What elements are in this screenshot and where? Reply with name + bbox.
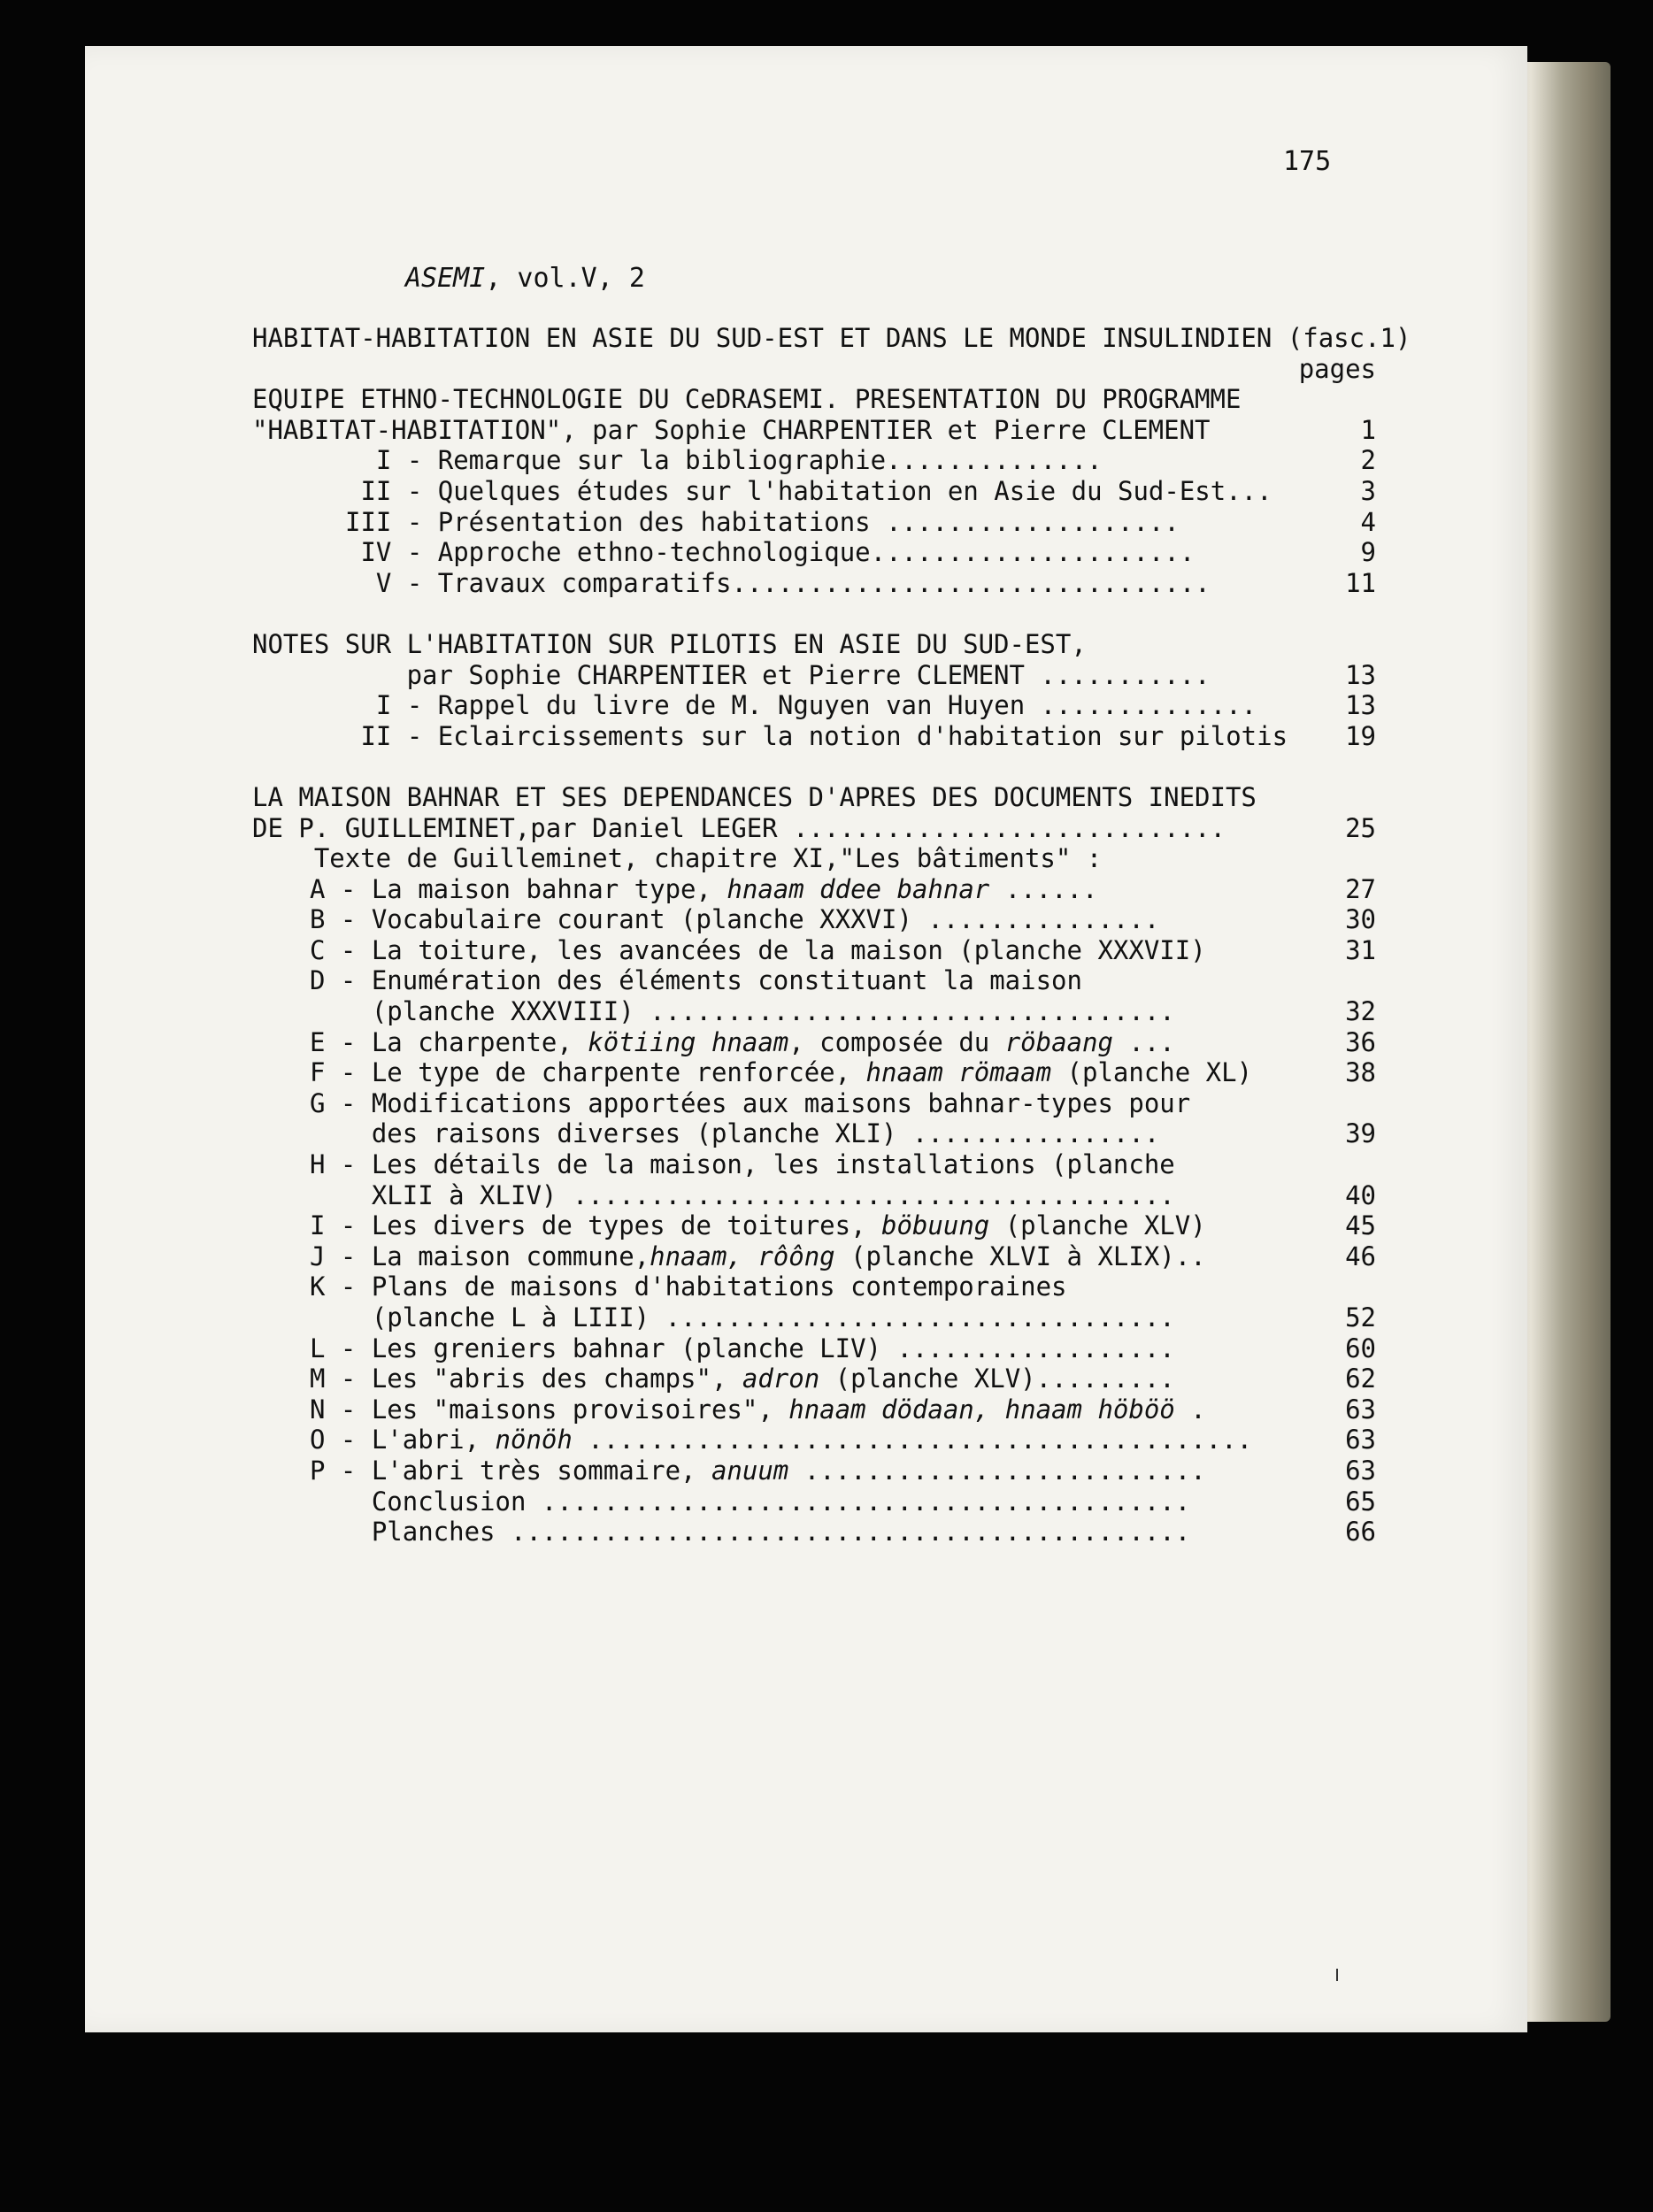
entry-label: A - (310, 873, 372, 904)
heading-text: DE P. GUILLEMINET,par Daniel LEGER ............................ (252, 812, 1226, 843)
entry-label (310, 1118, 372, 1148)
entry-title: . (1174, 1394, 1206, 1425)
entry-title: Travaux comparatifs............................... (437, 567, 1211, 598)
entry-title: (planche XLV)......... (819, 1363, 1175, 1394)
section-heading-line (252, 629, 1376, 660)
toc-entry (252, 1455, 1376, 1486)
vernacular-term: nönöh (495, 1425, 573, 1455)
entry-label: IV - (345, 537, 438, 568)
main-title: HABITAT-HABITATION EN ASIE DU SUD-EST ET DANS LE MONDE INSULINDIEN (fasc.1) (252, 323, 1411, 353)
pages-label: pages (1298, 353, 1376, 384)
section-heading-line (252, 384, 1376, 415)
toc-entry (252, 1271, 1376, 1302)
page-ref: 19 (1345, 720, 1376, 751)
page-ref: 11 (1345, 567, 1376, 598)
toc-entry (252, 1517, 1376, 1548)
toc-entry (252, 1394, 1376, 1425)
entry-title: Quelques études sur l'habitation en Asie du Sud-Est... (437, 475, 1272, 506)
toc-entry (252, 965, 1376, 996)
toc-entry (252, 537, 1376, 568)
page-ref: 4 (1360, 506, 1376, 537)
entry-title: La charpente, (371, 1026, 588, 1057)
entry-text (345, 568, 1323, 599)
entry-label: O - (310, 1425, 372, 1455)
page-ref: 13 (1345, 659, 1376, 690)
entry-label (310, 1180, 372, 1210)
entry-title: La toiture, les avancées de la maison (planche XXXVII) (371, 934, 1206, 965)
entry-title: Vocabulaire courant (planche XXXVI) ............... (371, 904, 1160, 935)
table-of-contents (252, 323, 1411, 1548)
entry-text (310, 1210, 1323, 1241)
vernacular-term: kötiing hnaam (588, 1026, 789, 1057)
heading-text: Texte de Guilleminet, chapitre XI,"Les bâtiments" : (252, 843, 1103, 874)
entry-text (310, 1241, 1323, 1272)
pencil-mark (1336, 1969, 1338, 1981)
journal-name: ASEMI (405, 263, 486, 294)
entry-title: Les "abris des champs", (371, 1363, 742, 1394)
entry-label: D - (310, 965, 372, 996)
section-heading-line (252, 782, 1376, 813)
section-gap (252, 751, 1376, 782)
page-ref: 63 (1345, 1425, 1376, 1455)
toc-entry (252, 1302, 1376, 1333)
entry-text (310, 1394, 1323, 1425)
entry-title: des raisons diverses (planche XLI) ................ (371, 1118, 1160, 1149)
section-heading-line (252, 813, 1376, 844)
toc-entry (252, 1333, 1376, 1364)
entry-title: Enumération des éléments constituant la maison (371, 965, 1082, 996)
page-ref: 25 (1345, 812, 1376, 843)
page-ref: 13 (1345, 690, 1376, 721)
entry-text (345, 507, 1323, 538)
page-ref: 31 (1345, 934, 1376, 965)
toc-entry (252, 1027, 1376, 1058)
entry-text (345, 476, 1323, 507)
entry-title: .......................... (788, 1455, 1206, 1486)
toc-entry (252, 935, 1376, 966)
entry-label: K - (310, 1271, 372, 1302)
toc-entry (252, 721, 1376, 752)
toc-entry (252, 1118, 1376, 1149)
toc-entry (252, 445, 1376, 476)
section-heading-line (252, 415, 1376, 446)
page-number: 175 (1283, 146, 1332, 177)
vernacular-term: böbuung (881, 1210, 990, 1241)
entry-label: E - (310, 1026, 372, 1057)
entry-label: L - (310, 1333, 372, 1363)
entry-title: (planche XXXVIII) .................................. (371, 996, 1175, 1027)
entry-title: Approche ethno-technologique..................... (437, 537, 1196, 568)
entry-label (310, 1486, 372, 1517)
entry-label (310, 1517, 372, 1547)
vernacular-term: hnaam römaam (865, 1057, 1052, 1088)
entry-text (310, 1057, 1323, 1088)
entry-label: P - (310, 1455, 372, 1486)
page-ref: 36 (1345, 1026, 1376, 1057)
page-ref: 3 (1360, 475, 1376, 506)
page-ref: 9 (1360, 537, 1376, 568)
page-ref: 32 (1345, 996, 1376, 1027)
entry-title: La maison bahnar type, (371, 873, 727, 904)
heading-text: EQUIPE ETHNO-TECHNOLOGIE DU CeDRASEMI. PRESENTATION DU PROGRAMME (252, 384, 1242, 415)
entry-text (310, 965, 1323, 996)
entry-title: L'abri, (371, 1425, 496, 1455)
toc-entry (252, 1088, 1376, 1119)
entry-text (310, 904, 1323, 935)
vernacular-term: hnaam ddee bahnar (727, 873, 990, 904)
entry-title: Rappel du livre de M. Nguyen van Huyen .............. (437, 690, 1257, 721)
entry-text (310, 1517, 1323, 1548)
page-ref: 40 (1345, 1179, 1376, 1210)
vernacular-term: hnaam, rôông (650, 1240, 835, 1271)
entry-title: La maison commune, (371, 1240, 650, 1271)
entry-title: Modifications apportées aux maisons bahnar-types pour (371, 1087, 1191, 1118)
toc-entry (252, 476, 1376, 507)
page-ref: 63 (1345, 1394, 1376, 1425)
entry-label: M - (310, 1363, 372, 1394)
page-ref: 66 (1345, 1517, 1376, 1548)
entry-label: III - (345, 506, 438, 537)
page-ref: 1 (1360, 414, 1376, 445)
toc-entry (252, 1149, 1376, 1180)
toc-entry (252, 996, 1376, 1027)
toc-entry (252, 904, 1376, 935)
page-ref: 62 (1345, 1363, 1376, 1394)
entry-title: Le type de charpente renforcée, (371, 1057, 866, 1088)
entry-text (310, 1180, 1323, 1211)
entry-text (345, 445, 1323, 476)
entry-title: , composée du (788, 1026, 1005, 1057)
entry-title: Eclaircissements sur la notion d'habitation sur pilotis (437, 720, 1288, 751)
page-ref: 38 (1345, 1057, 1376, 1088)
heading-text: "HABITAT-HABITATION", par Sophie CHARPENTIER et Pierre CLEMENT (252, 414, 1211, 445)
toc-entry (252, 507, 1376, 538)
page-ref: 60 (1345, 1333, 1376, 1363)
page-ref: 2 (1360, 445, 1376, 476)
toc-entry (252, 1486, 1376, 1517)
entry-text (310, 1486, 1323, 1517)
entry-title: ... (1112, 1026, 1175, 1057)
page-ref: 30 (1345, 904, 1376, 935)
entry-title: Conclusion .......................................... (371, 1486, 1191, 1517)
vernacular-term: adron (742, 1363, 820, 1394)
toc-entry (252, 1425, 1376, 1455)
entry-title: L'abri très sommaire, (371, 1455, 711, 1486)
journal-volume: , vol.V, 2 (485, 263, 645, 294)
pages-header-row (252, 354, 1376, 385)
entry-label: J - (310, 1240, 372, 1271)
entry-text (310, 1425, 1323, 1455)
toc-entry (252, 1210, 1376, 1241)
page-ref: 39 (1345, 1118, 1376, 1149)
entry-label (310, 1302, 372, 1333)
toc-entry (252, 1241, 1376, 1272)
page-ref: 52 (1345, 1302, 1376, 1333)
entry-label: II - (345, 475, 438, 506)
page-ref: 27 (1345, 873, 1376, 904)
entry-label: I - (310, 1210, 372, 1241)
entry-title: (planche XL) (1051, 1057, 1253, 1088)
entry-text (310, 1333, 1323, 1364)
toc-entry (252, 1363, 1376, 1394)
heading-text: NOTES SUR L'HABITATION SUR PILOTIS EN ASIE DU SUD-EST, (252, 628, 1087, 659)
entry-label: B - (310, 904, 372, 935)
page-ref: 63 (1345, 1455, 1376, 1486)
entry-title: (planche XLV) (989, 1210, 1206, 1241)
entry-text (310, 1118, 1323, 1149)
heading-text: par Sophie CHARPENTIER et Pierre CLEMENT ........... (252, 659, 1211, 690)
entry-text (310, 1088, 1323, 1119)
toc-entry (252, 568, 1376, 599)
entry-label: I - (345, 445, 438, 476)
entry-text (310, 1455, 1323, 1486)
entry-label: G - (310, 1087, 372, 1118)
toc-entry (252, 690, 1376, 721)
entry-label: V - (345, 567, 438, 598)
entry-text (310, 996, 1323, 1027)
entry-title: Les divers de types de toitures, (371, 1210, 882, 1241)
vernacular-term: röbaang (1004, 1026, 1113, 1057)
entry-title: ...... (989, 873, 1098, 904)
entry-label: I - (345, 690, 438, 721)
entry-text (310, 1271, 1323, 1302)
page-ref: 46 (1345, 1240, 1376, 1271)
entry-title: (planche XLVI à XLIX).. (834, 1240, 1206, 1271)
entry-text (310, 1149, 1323, 1180)
entry-title: (planche L à LIII) ................................. (371, 1302, 1175, 1333)
page-ref: 45 (1345, 1210, 1376, 1241)
entry-title: Remarque sur la bibliographie.............. (437, 445, 1103, 476)
entry-title: ........................................... (572, 1425, 1253, 1455)
journal-reference (405, 263, 645, 294)
toc-entry (252, 874, 1376, 905)
toc-entry (252, 1057, 1376, 1088)
toc-entry (252, 1180, 1376, 1211)
entry-label (310, 996, 372, 1026)
vernacular-term: anuum (711, 1455, 789, 1486)
section-heading-line (252, 843, 1376, 874)
section-gap (252, 598, 1376, 629)
entry-label: H - (310, 1149, 372, 1180)
entry-label: F - (310, 1057, 372, 1088)
entry-text (310, 935, 1323, 966)
entry-label: N - (310, 1394, 372, 1425)
entry-text (310, 1302, 1323, 1333)
entry-text (345, 721, 1323, 752)
entry-label: C - (310, 934, 372, 965)
page-ref: 65 (1345, 1486, 1376, 1517)
entry-title: Planches ............................................ (371, 1517, 1191, 1548)
entry-text (345, 690, 1323, 721)
entry-title: Plans de maisons d'habitations contemporaines (371, 1271, 1067, 1302)
entry-text (310, 1027, 1323, 1058)
vernacular-term: hnaam dödaan, hnaam höböö (788, 1394, 1175, 1425)
entry-text (310, 874, 1323, 905)
heading-text: LA MAISON BAHNAR ET SES DEPENDANCES D'APRES DES DOCUMENTS INEDITS (252, 781, 1257, 812)
entry-title: Présentation des habitations ................... (437, 506, 1180, 537)
entry-title: Les "maisons provisoires", (371, 1394, 789, 1425)
entry-title: XLII à XLIV) ....................................... (371, 1179, 1175, 1210)
entry-title: Les détails de la maison, les installations (planche (371, 1149, 1175, 1180)
section-heading-line (252, 660, 1376, 691)
entry-label: II - (345, 720, 438, 751)
entry-title: Les greniers bahnar (planche LIV) .................. (371, 1333, 1175, 1363)
entry-text (310, 1363, 1323, 1394)
sections (252, 384, 1376, 1548)
entry-text (345, 537, 1323, 568)
